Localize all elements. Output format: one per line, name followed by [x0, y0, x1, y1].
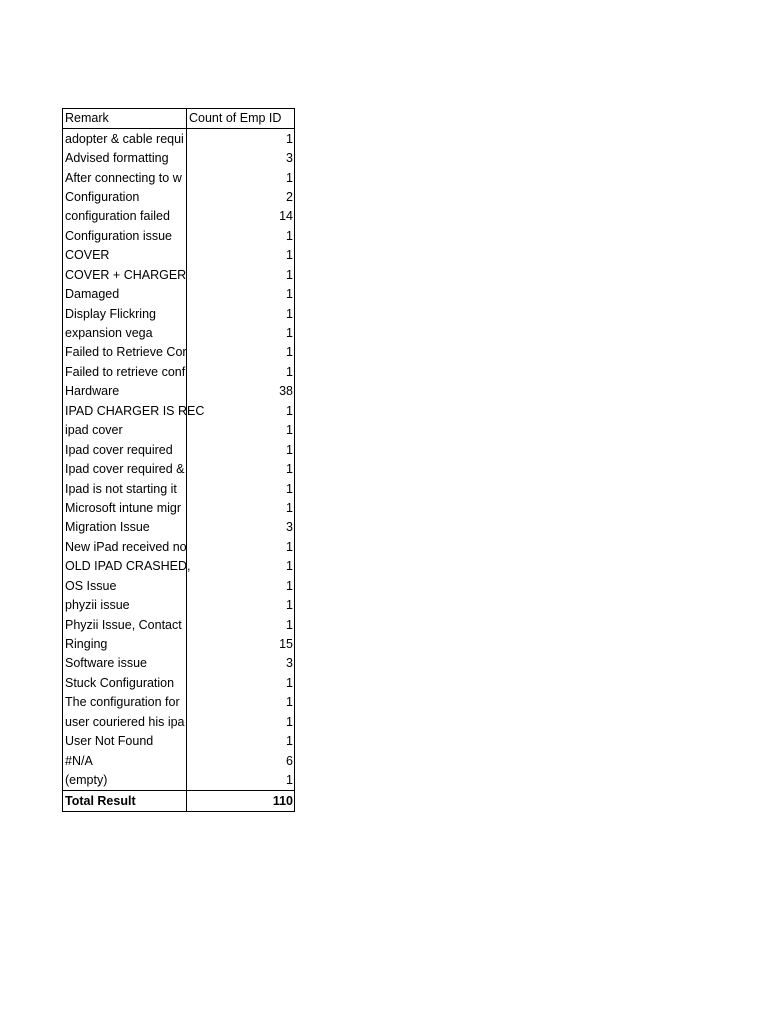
pivot-table-container	[62, 108, 295, 812]
remark-cell[interactable]: phyzii issue	[63, 596, 187, 615]
table-row	[63, 382, 295, 401]
table-row	[63, 188, 295, 207]
table-row	[63, 266, 295, 285]
remark-cell[interactable]: configuration failed	[63, 207, 187, 226]
remark-cell[interactable]: Hardware	[63, 382, 187, 401]
table-row	[63, 538, 295, 557]
table-row	[63, 479, 295, 498]
remark-cell[interactable]: Ipad cover required &	[63, 460, 187, 479]
count-cell[interactable]: 1	[286, 228, 293, 243]
count-cell[interactable]: 1	[286, 131, 293, 146]
count-cell[interactable]: 38	[279, 384, 293, 399]
pivot-body	[63, 129, 295, 791]
remark-cell[interactable]: Advised formatting	[63, 149, 187, 168]
table-row	[63, 363, 295, 382]
table-row	[63, 751, 295, 770]
table-row	[63, 324, 295, 343]
count-cell[interactable]: 2	[286, 189, 293, 204]
table-row	[63, 674, 295, 693]
remark-cell[interactable]: ipad cover	[63, 421, 187, 440]
count-cell[interactable]: 1	[286, 423, 293, 438]
count-cell[interactable]: 14	[279, 209, 293, 224]
count-cell[interactable]: 1	[286, 442, 293, 457]
table-row	[63, 285, 295, 304]
table-row	[63, 596, 295, 615]
table-row	[63, 343, 295, 362]
total-count[interactable]: 110	[187, 791, 295, 811]
count-cell[interactable]: 1	[286, 170, 293, 185]
count-cell[interactable]: 1	[286, 675, 293, 690]
table-row	[63, 168, 295, 187]
table-row	[63, 460, 295, 479]
table-row	[63, 304, 295, 323]
count-cell[interactable]: 1	[286, 617, 293, 632]
remark-cell[interactable]: New iPad received no	[63, 538, 187, 557]
count-cell[interactable]: 1	[286, 734, 293, 749]
count-cell[interactable]: 1	[286, 306, 293, 321]
remark-cell[interactable]: COVER + CHARGER	[63, 266, 187, 285]
count-cell[interactable]: 1	[286, 539, 293, 554]
count-cell[interactable]: 1	[286, 559, 293, 574]
count-cell[interactable]: 1	[286, 287, 293, 302]
count-cell[interactable]: 1	[286, 326, 293, 341]
remark-cell[interactable]: Configuration	[63, 188, 187, 207]
table-row	[63, 713, 295, 732]
remark-cell[interactable]: Display Flickring	[63, 304, 187, 323]
table-row	[63, 421, 295, 440]
remark-cell[interactable]: Ipad is not starting it	[63, 479, 187, 498]
count-cell[interactable]: 1	[286, 598, 293, 613]
count-cell[interactable]: 1	[286, 462, 293, 477]
remark-cell[interactable]: Stuck Configuration	[63, 674, 187, 693]
table-row	[63, 615, 295, 634]
remark-cell[interactable]: Damaged	[63, 285, 187, 304]
table-row	[63, 402, 295, 421]
table-row	[63, 693, 295, 712]
table-row	[63, 732, 295, 751]
table-row	[63, 149, 295, 168]
count-cell[interactable]: 1	[286, 481, 293, 496]
count-cell[interactable]: 1	[286, 695, 293, 710]
remark-cell[interactable]: Ipad cover required	[63, 440, 187, 459]
remark-cell[interactable]: #N/A	[63, 751, 187, 770]
table-row	[63, 129, 295, 149]
table-row	[63, 577, 295, 596]
count-cell[interactable]: 1	[286, 267, 293, 282]
count-cell[interactable]: 1	[286, 364, 293, 379]
remark-cell[interactable]: Phyzii Issue, Contact	[63, 615, 187, 634]
count-cell[interactable]: 1	[286, 403, 293, 418]
remark-cell[interactable]: OS Issue	[63, 577, 187, 596]
remark-cell[interactable]: Failed to Retrieve Cor	[63, 343, 187, 362]
count-cell[interactable]: 1	[286, 578, 293, 593]
header-row	[63, 109, 295, 129]
count-cell[interactable]: 1	[286, 248, 293, 263]
table-row	[63, 635, 295, 654]
table-row	[63, 499, 295, 518]
remark-cell[interactable]: (empty)	[63, 771, 187, 791]
count-cell[interactable]: 3	[286, 151, 293, 166]
count-cell[interactable]: 3	[286, 520, 293, 535]
remark-cell[interactable]: The configuration for	[63, 693, 187, 712]
count-cell[interactable]: 1	[286, 500, 293, 515]
pivot-table	[62, 108, 295, 812]
table-row	[63, 771, 295, 791]
count-cell[interactable]: 15	[279, 637, 293, 652]
table-row	[63, 207, 295, 226]
table-row	[63, 246, 295, 265]
count-cell[interactable]: 1	[286, 345, 293, 360]
table-row	[63, 654, 295, 673]
remark-cell[interactable]: Software issue	[63, 654, 187, 673]
remark-cell[interactable]: COVER	[63, 246, 187, 265]
remark-cell[interactable]: IPAD CHARGER IS REC	[63, 402, 187, 421]
remark-cell[interactable]: expansion vega	[63, 324, 187, 343]
table-row	[63, 557, 295, 576]
count-cell[interactable]: 3	[286, 656, 293, 671]
total-row	[63, 791, 295, 811]
remark-cell[interactable]: User Not Found	[63, 732, 187, 751]
header-count[interactable]: Count of Emp ID	[187, 109, 295, 129]
table-row	[63, 518, 295, 537]
remark-cell[interactable]: Microsoft intune migr	[63, 499, 187, 518]
remark-cell[interactable]: Ringing	[63, 635, 187, 654]
remark-cell[interactable]: user couriered his ipa	[63, 713, 187, 732]
remark-cell[interactable]: adopter & cable requi	[63, 129, 187, 149]
remark-cell[interactable]: After connecting to w	[63, 168, 187, 187]
total-label[interactable]: Total Result	[63, 791, 187, 811]
remark-cell[interactable]: Configuration issue	[63, 227, 187, 246]
count-cell[interactable]: 6	[286, 753, 293, 768]
remark-cell[interactable]: OLD IPAD CRASHED,	[63, 557, 187, 576]
count-cell[interactable]: 1	[286, 714, 293, 729]
table-row	[63, 440, 295, 459]
count-cell[interactable]: 1	[286, 773, 293, 788]
remark-cell[interactable]: Failed to retrieve conf	[63, 363, 187, 382]
table-row	[63, 227, 295, 246]
header-remark[interactable]: Remark	[63, 109, 187, 129]
remark-cell[interactable]: Migration Issue	[63, 518, 187, 537]
